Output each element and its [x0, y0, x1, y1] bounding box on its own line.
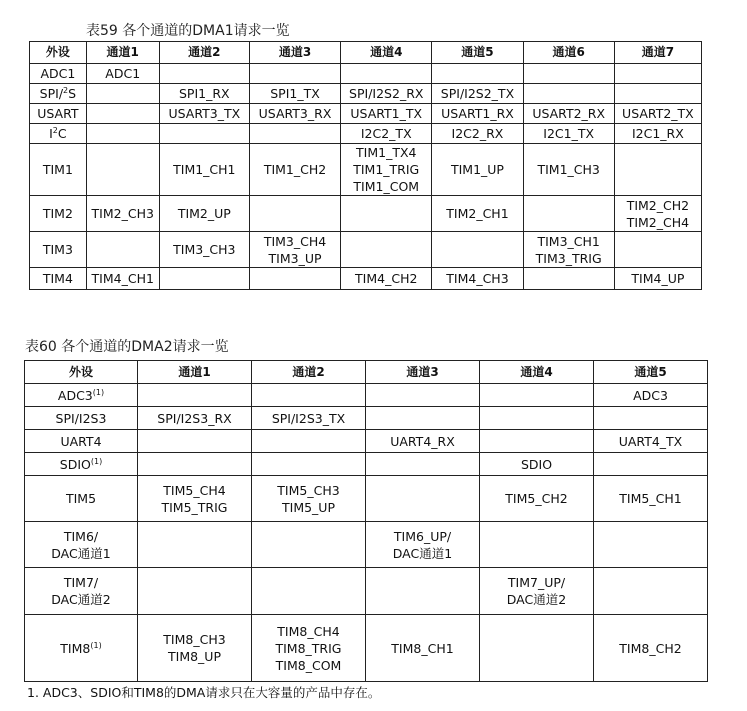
- row-label: [25, 615, 138, 682]
- table-cell: [480, 384, 594, 407]
- table-row: [25, 407, 708, 430]
- table-cell: [523, 64, 614, 84]
- table-cell: [594, 476, 708, 522]
- table-cell: [480, 522, 594, 568]
- table-cell: [86, 124, 159, 144]
- row-label: [25, 453, 138, 476]
- table-cell: [366, 476, 480, 522]
- table-cell: [594, 407, 708, 430]
- cell-text: SPI1_TX: [270, 86, 320, 101]
- table-cell: [480, 568, 594, 615]
- cell-text: SPI/I2S2_TX: [440, 86, 515, 101]
- table-cell: [366, 568, 480, 615]
- table-cell: [86, 196, 159, 232]
- table-cell: [614, 64, 701, 84]
- cell-text: TIM8_CH1: [391, 640, 454, 656]
- row-label: [25, 522, 138, 568]
- table-cell: [594, 384, 708, 407]
- table-cell: [159, 104, 249, 124]
- row-label-tail: S: [68, 86, 77, 101]
- table-cell: [138, 453, 252, 476]
- table-cell: [366, 384, 480, 407]
- table-row: [30, 268, 702, 290]
- header-channel-5: 通道5: [432, 42, 523, 64]
- table-row: [25, 568, 708, 615]
- table-row: [25, 615, 708, 682]
- table-cell: [138, 476, 252, 522]
- table-cell: [432, 144, 523, 196]
- cell-text: TIM5_TRIG: [161, 499, 228, 515]
- table-row: [30, 84, 702, 104]
- header-channel-2: 通道2: [252, 361, 366, 384]
- table-cell: [249, 104, 340, 124]
- table-cell: [614, 124, 701, 144]
- table-cell: [366, 615, 480, 682]
- cell-text: TIM8_UP: [168, 649, 221, 664]
- cell-text: TIM3_CH1: [537, 233, 600, 249]
- table-cell: [614, 84, 701, 104]
- row-label-sup: (1): [90, 456, 103, 466]
- cell-text: TIM2_CH4: [626, 214, 690, 230]
- cell-text: TIM1_TX4: [356, 145, 417, 160]
- row-label: [30, 124, 87, 144]
- table-cell: [249, 64, 340, 84]
- table-cell: [138, 522, 252, 568]
- cell-text: TIM5_CH4: [163, 482, 226, 498]
- table-row: [30, 124, 702, 144]
- table-cell: [480, 615, 594, 682]
- row-label: [25, 430, 138, 453]
- table-cell: [614, 144, 701, 196]
- cell-text: I2C1_RX: [631, 126, 684, 141]
- table-cell: [86, 144, 159, 196]
- row-label-sup: 2: [63, 85, 69, 95]
- cell-text: SDIO: [520, 456, 553, 472]
- cell-text: USART1_TX: [350, 106, 423, 121]
- table-cell: [480, 430, 594, 453]
- row-label: [25, 407, 138, 430]
- row-label-text: TIM6/: [63, 528, 99, 544]
- table-row: [25, 522, 708, 568]
- row-label-text: USART: [37, 106, 79, 121]
- row-label: [25, 384, 138, 407]
- table-cell: [249, 124, 340, 144]
- table-cell: [523, 196, 614, 232]
- row-label: [25, 476, 138, 522]
- row-label-text: TIM7/: [63, 575, 99, 590]
- cell-text: TIM8_TRIG: [275, 640, 342, 656]
- cell-text: TIM1_COM: [353, 179, 420, 194]
- table-row: [30, 196, 702, 232]
- table-cell: [159, 124, 249, 144]
- table59-caption: 表59 各个通道的DMA1请求一览: [86, 23, 290, 39]
- table-cell: [594, 453, 708, 476]
- cell-text: TIM1_CH3: [537, 162, 600, 177]
- cell-text: TIM4_UP: [631, 271, 685, 286]
- cell-text: DAC通道1: [392, 545, 453, 561]
- table-cell: [614, 268, 701, 290]
- table-cell: [366, 430, 480, 453]
- table-cell: [138, 615, 252, 682]
- header-channel-3: 通道3: [366, 361, 480, 384]
- cell-text: UART4_TX: [618, 433, 683, 449]
- table-cell: [252, 615, 366, 682]
- cell-text: TIM3_CH4: [263, 233, 327, 249]
- header-channel-3: 通道3: [249, 42, 340, 64]
- table-cell: [432, 196, 523, 232]
- cell-text: USART2_TX: [622, 106, 694, 121]
- table-cell: [159, 64, 249, 84]
- table-cell: [252, 384, 366, 407]
- table-cell: [86, 64, 159, 84]
- header-channel-2: 通道2: [159, 42, 249, 64]
- row-label: [30, 144, 87, 196]
- header-peripheral: 外设: [25, 361, 138, 384]
- cell-text: TIM2_UP: [177, 206, 231, 221]
- table-cell: [341, 232, 432, 268]
- table-cell: [594, 568, 708, 615]
- cell-text: TIM7_UP/: [507, 575, 566, 590]
- table-cell: [138, 407, 252, 430]
- table-row: [30, 232, 702, 268]
- row-label: [30, 196, 87, 232]
- cell-text: TIM5_CH1: [619, 491, 682, 506]
- row-label-text: DAC通道2: [51, 592, 111, 607]
- header-channel-4: 通道4: [480, 361, 594, 384]
- table-cell: [252, 476, 366, 522]
- row-label-text: ADC3: [57, 387, 93, 403]
- table-cell: [432, 64, 523, 84]
- row-label-text: TIM3: [42, 242, 73, 257]
- table-cell: [252, 407, 366, 430]
- table-cell: [366, 453, 480, 476]
- table-cell: [159, 232, 249, 268]
- row-label: [30, 84, 87, 104]
- table-cell: [480, 476, 594, 522]
- table-cell: [523, 144, 614, 196]
- table-cell: [614, 196, 701, 232]
- table-row: [25, 453, 708, 476]
- table-cell: [614, 232, 701, 268]
- cell-text: TIM3_TRIG: [535, 250, 602, 266]
- table-cell: [523, 104, 614, 124]
- row-label-text: ADC1: [40, 66, 76, 81]
- header-channel-1: 通道1: [138, 361, 252, 384]
- table-cell: [252, 568, 366, 615]
- table-cell: [341, 144, 432, 196]
- row-label-text: TIM1: [42, 162, 73, 177]
- table60-footnote: 1. ADC3、SDIO和TIM8的DMA请求只在大容量的产品中存在。: [27, 685, 381, 700]
- row-label-text: I: [49, 126, 53, 141]
- header-channel-5: 通道5: [594, 361, 708, 384]
- dma1-request-table: [29, 41, 702, 290]
- table-row: [30, 104, 702, 124]
- cell-text: I2C1_TX: [543, 126, 595, 141]
- table-cell: [159, 144, 249, 196]
- row-label: [30, 64, 87, 84]
- cell-text: TIM2_CH1: [446, 206, 509, 221]
- table-cell: [249, 196, 340, 232]
- row-label: [30, 104, 87, 124]
- row-label-text: SPI/I2S3: [55, 410, 107, 426]
- cell-text: ADC3: [633, 387, 668, 403]
- row-label-text: SPI/: [39, 86, 64, 101]
- table-row: [30, 64, 702, 84]
- table-cell: [523, 124, 614, 144]
- table-cell: [594, 430, 708, 453]
- table-cell: [159, 196, 249, 232]
- table-cell: [523, 84, 614, 104]
- table-cell: [594, 615, 708, 682]
- row-label-text: DAC通道1: [51, 545, 111, 561]
- row-label-text: SDIO: [59, 456, 91, 472]
- table-cell: [366, 407, 480, 430]
- table-cell: [480, 407, 594, 430]
- table-cell: [432, 232, 523, 268]
- table-cell: [523, 232, 614, 268]
- table-cell: [252, 522, 366, 568]
- table-cell: [341, 268, 432, 290]
- table-cell: [159, 84, 249, 104]
- cell-text: TIM4_CH1: [91, 271, 154, 286]
- row-label-text: UART4: [60, 433, 102, 449]
- table-cell: [86, 104, 159, 124]
- table-cell: [249, 232, 340, 268]
- table-cell: [432, 104, 523, 124]
- cell-text: TIM1_UP: [450, 162, 504, 177]
- row-label-sup: (1): [90, 640, 102, 650]
- cell-text: SPI/I2S3_TX: [271, 410, 346, 426]
- cell-text: I2C2_RX: [451, 126, 504, 141]
- table-cell: [138, 384, 252, 407]
- table-cell: [86, 268, 159, 290]
- cell-text: TIM8_COM: [275, 657, 342, 673]
- table-cell: [432, 268, 523, 290]
- table-cell: [341, 104, 432, 124]
- row-label-tail: C: [57, 126, 67, 141]
- row-label: [25, 568, 138, 615]
- cell-text: TIM1_TRIG: [353, 162, 420, 177]
- cell-text: I2C2_TX: [360, 126, 412, 141]
- table-cell: [159, 268, 249, 290]
- table-cell: [138, 430, 252, 453]
- table-cell: [480, 453, 594, 476]
- cell-text: TIM6_UP/: [393, 528, 452, 544]
- cell-text: UART4_RX: [390, 433, 455, 449]
- cell-text: TIM1_CH1: [173, 162, 236, 177]
- cell-text: TIM8_CH2: [619, 640, 682, 656]
- cell-text: SPI/I2S3_RX: [157, 410, 232, 426]
- table-cell: [432, 124, 523, 144]
- table-row: [30, 144, 702, 196]
- table-cell: [341, 196, 432, 232]
- table-cell: [594, 522, 708, 568]
- header-channel-1: 通道1: [86, 42, 159, 64]
- row-label: [30, 232, 87, 268]
- dma2-request-table: [24, 360, 708, 682]
- row-label-text: TIM5: [65, 491, 97, 506]
- table-cell: [249, 268, 340, 290]
- table-cell: [523, 268, 614, 290]
- table60-caption: 表60 各个通道的DMA2请求一览: [25, 339, 229, 355]
- table-cell: [138, 568, 252, 615]
- row-label-text: TIM4: [42, 271, 73, 286]
- table-cell: [614, 104, 701, 124]
- cell-text: TIM3_CH3: [173, 242, 236, 257]
- cell-text: SPI/I2S2_RX: [349, 86, 424, 101]
- table-cell: [249, 144, 340, 196]
- cell-text: TIM4_CH2: [355, 271, 418, 286]
- header-channel-7: 通道7: [614, 42, 701, 64]
- cell-text: TIM1_CH2: [263, 162, 327, 177]
- header-peripheral: 外设: [30, 42, 87, 64]
- table-cell: [366, 522, 480, 568]
- cell-text: DAC通道2: [506, 592, 567, 607]
- cell-text: TIM8_CH4: [277, 623, 340, 639]
- header-channel-4: 通道4: [341, 42, 432, 64]
- table-cell: [341, 84, 432, 104]
- cell-text: USART3_RX: [258, 106, 332, 121]
- cell-text: USART3_TX: [168, 106, 241, 121]
- cell-text: TIM5_CH3: [277, 482, 340, 498]
- cell-text: TIM3_UP: [268, 250, 322, 266]
- table-cell: [432, 84, 523, 104]
- table-cell: [341, 124, 432, 144]
- cell-text: USART2_RX: [532, 106, 606, 121]
- cell-text: ADC1: [105, 66, 141, 81]
- row-label-sup: (1): [92, 387, 105, 397]
- cell-text: TIM2_CH2: [626, 197, 690, 213]
- table-cell: [86, 84, 159, 104]
- cell-text: TIM8_CH3: [163, 632, 226, 647]
- cell-text: TIM5_CH2: [505, 491, 568, 506]
- table-cell: [252, 453, 366, 476]
- header-channel-6: 通道6: [523, 42, 614, 64]
- table-cell: [341, 64, 432, 84]
- table-cell: [249, 84, 340, 104]
- table-cell: [252, 430, 366, 453]
- cell-text: SPI1_RX: [179, 86, 230, 101]
- row-label-text: TIM8: [60, 640, 91, 656]
- cell-text: TIM5_UP: [282, 499, 335, 515]
- row-label: [30, 268, 87, 290]
- table-row: [25, 476, 708, 522]
- row-label-sup: 2: [52, 125, 58, 135]
- table-row: [25, 384, 708, 407]
- row-label-text: TIM2: [42, 206, 73, 221]
- cell-text: TIM4_CH3: [446, 271, 509, 286]
- table-cell: [86, 232, 159, 268]
- cell-text: TIM2_CH3: [91, 206, 154, 221]
- table-row: [25, 430, 708, 453]
- cell-text: USART1_RX: [441, 106, 514, 121]
